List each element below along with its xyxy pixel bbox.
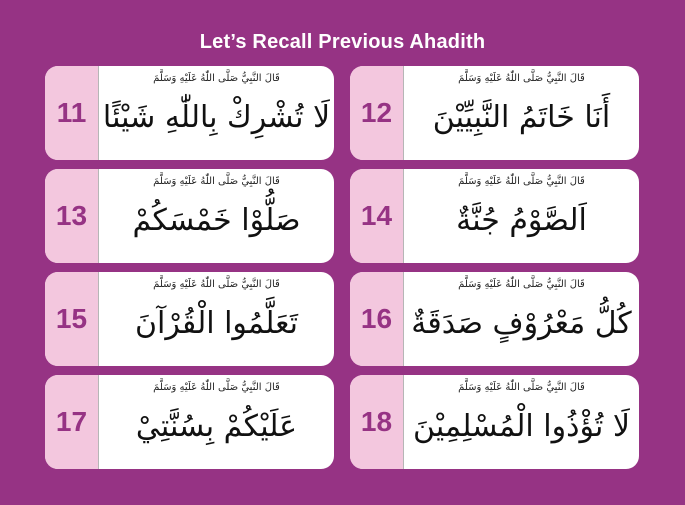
hadith-card-11 bbox=[45, 66, 334, 160]
hadith-text-panel bbox=[404, 169, 639, 263]
hadith-number: 12 bbox=[360, 97, 393, 128]
hadith-card-18 bbox=[350, 375, 639, 469]
hadith-intro: قَالَ النَّبِيُّ صَلَّى اللّٰهُ عَلَيْهِ وَسَلَّمَ bbox=[458, 73, 585, 84]
hadith-text: لَا تُؤْذُوا الْمُسْلِمِيْنَ bbox=[413, 409, 630, 444]
page-title: Let’s Recall Previous Ahadith bbox=[199, 31, 486, 53]
hadith-number: 15 bbox=[55, 303, 88, 334]
hadith-text-panel bbox=[404, 272, 639, 366]
number-panel bbox=[45, 169, 99, 263]
hadith-text-panel bbox=[404, 66, 639, 160]
hadith-number: 14 bbox=[360, 200, 393, 231]
number-panel bbox=[350, 169, 404, 263]
hadith-text-panel bbox=[99, 66, 334, 160]
hadith-number: 11 bbox=[56, 97, 87, 128]
hadith-intro: قَالَ النَّبِيُّ صَلَّى اللّٰهُ عَلَيْهِ وَسَلَّمَ bbox=[153, 73, 280, 84]
number-panel bbox=[45, 66, 99, 160]
hadith-card-16 bbox=[350, 272, 639, 366]
number-panel bbox=[350, 66, 404, 160]
hadith-number: 17 bbox=[55, 406, 88, 437]
hadith-card-17 bbox=[45, 375, 334, 469]
hadith-card-13 bbox=[45, 169, 334, 263]
hadith-card-14 bbox=[350, 169, 639, 263]
hadith-text-panel bbox=[99, 375, 334, 469]
hadith-text: تَعَلَّمُوا الْقُرْآنَ bbox=[134, 306, 299, 341]
hadith-text-panel bbox=[99, 169, 334, 263]
hadith-text-panel bbox=[404, 375, 639, 469]
hadith-text: اَلصَّوْمُ جُنَّةٌ bbox=[456, 203, 587, 238]
hadith-card-12 bbox=[350, 66, 639, 160]
hadith-intro: قَالَ النَّبِيُّ صَلَّى اللّٰهُ عَلَيْهِ وَسَلَّمَ bbox=[458, 382, 585, 393]
number-panel bbox=[350, 375, 404, 469]
hadith-text-panel bbox=[99, 272, 334, 366]
hadith-intro: قَالَ النَّبِيُّ صَلَّى اللّٰهُ عَلَيْهِ وَسَلَّمَ bbox=[153, 382, 280, 393]
hadith-text: صَلُّوْا خَمْسَكُمْ bbox=[132, 203, 301, 238]
number-panel bbox=[45, 272, 99, 366]
hadith-text: لَا تُشْرِكْ بِاللّٰهِ شَيْئًا bbox=[102, 100, 331, 135]
hadith-text: كُلُّ مَعْرُوْفٍ صَدَقَةٌ bbox=[411, 306, 632, 341]
hadith-intro: قَالَ النَّبِيُّ صَلَّى اللّٰهُ عَلَيْهِ وَسَلَّمَ bbox=[153, 279, 280, 290]
hadith-intro: قَالَ النَّبِيُّ صَلَّى اللّٰهُ عَلَيْهِ وَسَلَّمَ bbox=[458, 279, 585, 290]
hadith-card-15 bbox=[45, 272, 334, 366]
number-panel bbox=[45, 375, 99, 469]
hadith-number: 13 bbox=[55, 200, 88, 231]
hadith-number: 18 bbox=[360, 406, 393, 437]
hadith-text: عَلَيْكُمْ بِسُنَّتِيْ bbox=[135, 409, 298, 444]
hadith-text: أَنَا خَاتَمُ النَّبِيِّيْنَ bbox=[432, 100, 611, 135]
number-panel bbox=[350, 272, 404, 366]
hadith-intro: قَالَ النَّبِيُّ صَلَّى اللّٰهُ عَلَيْهِ وَسَلَّمَ bbox=[458, 176, 585, 187]
hadith-number: 16 bbox=[360, 303, 393, 334]
hadith-intro: قَالَ النَّبِيُّ صَلَّى اللّٰهُ عَلَيْهِ وَسَلَّمَ bbox=[153, 176, 280, 187]
